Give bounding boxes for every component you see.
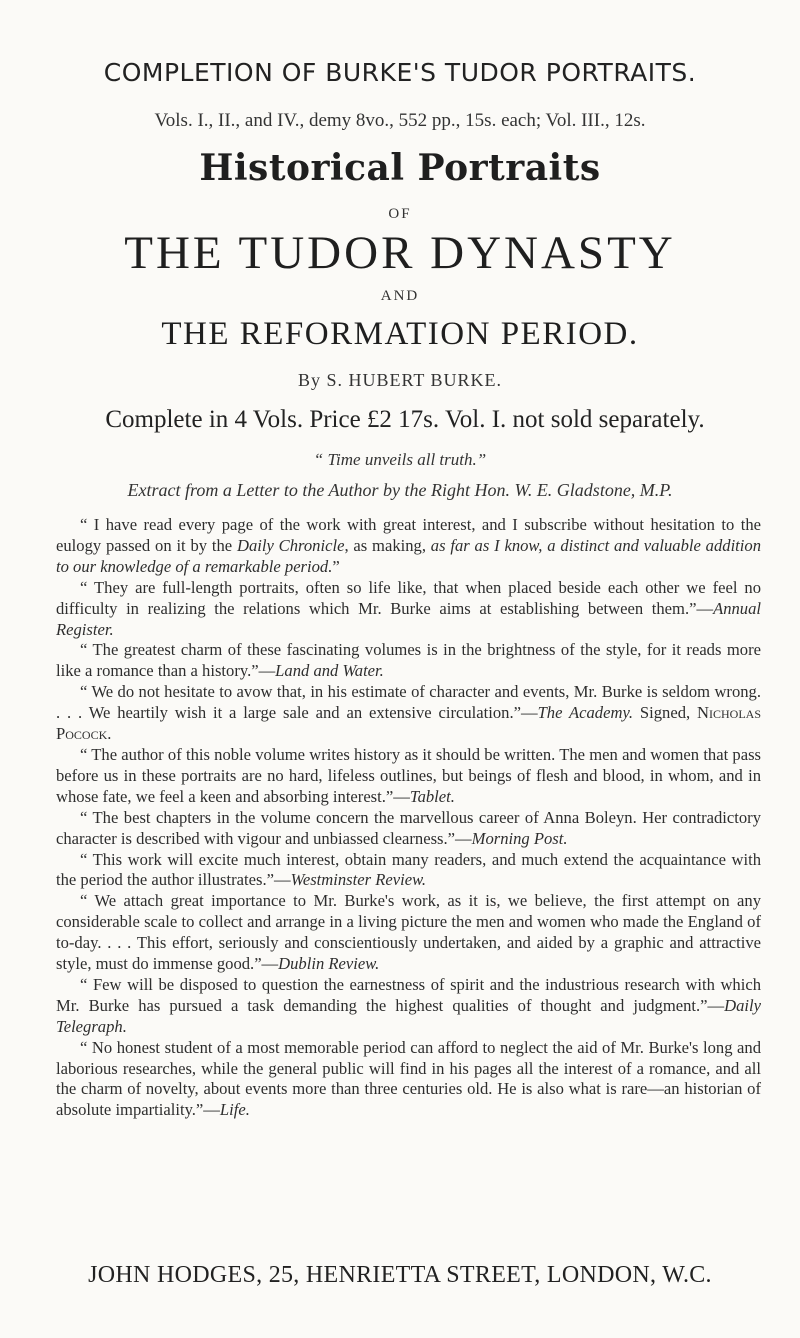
- review-morning-post: [56, 808, 761, 850]
- review-signature-prefix: Signed,: [633, 703, 698, 723]
- review-source: Morning Post.: [471, 828, 568, 848]
- review-gladstone: [56, 515, 761, 578]
- review-westminster: [56, 850, 761, 892]
- motto: “ Time unveils all truth.”: [313, 450, 487, 469]
- volumes-line: Vols. I., II., and IV., demy 8vo., 552 pp., 15s. each; Vol. III., 12s.: [154, 110, 646, 131]
- extract-heading: Extract from a Letter to the Author by the Right Hon. W. E. Gladstone, M.P.: [127, 480, 673, 500]
- review-tablet: [56, 745, 761, 808]
- review-text-italic: as far as I know, a distinct and valuable addition to our knowledge of a remarkable period.: [56, 535, 761, 576]
- review-text: “ I have read every page of the work with great interest, and I subscribe without hesitation to the eulogy passed on it by the: [56, 515, 761, 555]
- review-text: “ Few will be disposed to question the earnestness of spirit and the industrious research with which Mr. Burke has pursued a task demanding the highest qualities of thought and judgment.”—: [56, 974, 761, 1015]
- review-text: “ The author of this noble volume writes history as it should be written. The men and women that pass before us in these portraits are no hard, lifeless outlines, but beings of flesh and blood, in whom, and in whose fate, we feel a keen and absorbing interest.”—: [56, 744, 761, 806]
- review-text: “ We do not hesitate to avow that, in his estimate of character and events, Mr. Burke is seldom wrong. . . . We heartily wish it a large sale and an extensive circulation.”—: [56, 682, 761, 723]
- price-line: Complete in 4 Vols. Price £2 17s. Vol. I. not sold separately.: [105, 406, 705, 433]
- title-reformation-period: THE REFORMATION PERIOD.: [161, 316, 639, 352]
- page-heading: COMPLETION OF BURKE'S TUDOR PORTRAITS.: [103, 58, 697, 87]
- review-list: [56, 515, 761, 1121]
- review-text: “ The greatest charm of these fascinating volumes is in the brightness of the style, for it reads more like a romance than a history.”—: [56, 640, 761, 681]
- review-close-quote: ”: [332, 556, 340, 576]
- review-text: “ No honest student of a most memorable period can afford to neglect the aid of Mr. Burke's long and laborious researches, while the general public will find in his pages all the interest of a romance, and all the charm of novelty, about events more than three centuries old. He is also what is rare—an historian of absolute impartiality.”—: [56, 1037, 761, 1120]
- review-source: Tablet.: [409, 786, 455, 806]
- title-tudor-dynasty: THE TUDOR DYNASTY: [124, 227, 676, 279]
- review-annual-register: [56, 578, 761, 641]
- review-text: “ They are full-length portraits, often so life like, that when placed beside each other we feel no difficulty in realizing the relations which Mr. Burke aims at establishing between them.”—: [56, 577, 761, 618]
- review-source: Life.: [219, 1100, 250, 1120]
- title-of: OF: [388, 206, 412, 222]
- review-text-tail: , as making,: [344, 535, 431, 555]
- review-source: The Academy.: [537, 703, 634, 723]
- review-source: Daily Chronicle: [237, 535, 345, 555]
- review-source: Land and Water.: [275, 661, 384, 681]
- review-land-and-water: [56, 640, 761, 682]
- review-text: “ This work will excite much interest, obtain many readers, and much extend the acquaintance with the period the author illustrates.”—: [56, 849, 761, 890]
- review-signature: Nicholas Pocock.: [56, 703, 762, 744]
- review-text: “ The best chapters in the volume concern the marvellous career of Anna Boleyn. Her contradictory character is described with vigour and unbiassed clearness.”—: [56, 807, 761, 848]
- review-source: Westminster Review.: [290, 870, 427, 890]
- title-and: AND: [380, 288, 420, 304]
- review-daily-telegraph: [56, 975, 761, 1038]
- review-source: Daily Telegraph.: [56, 995, 761, 1036]
- author-line: By S. HUBERT BURKE.: [297, 370, 503, 390]
- review-life: [56, 1038, 761, 1122]
- publisher-footer: JOHN HODGES, 25, HENRIETTA STREET, LONDON, W.C.: [88, 1262, 712, 1288]
- review-academy: [56, 682, 761, 745]
- review-dublin: [56, 891, 761, 975]
- review-source: Dublin Review.: [278, 954, 380, 974]
- title-historical-portraits: Historical Portraits: [199, 147, 601, 189]
- review-text: “ We attach great importance to Mr. Burke's work, as it is, we believe, the first attempt on any considerable scale to collect and arrange in a living picture the men and women who made the England of to-day. . . . This effort, seriously and conscientiously undertaken, and aided by a graphic and attractive style, must do immense good.”—: [56, 891, 761, 974]
- review-source: Annual Register.: [56, 598, 761, 639]
